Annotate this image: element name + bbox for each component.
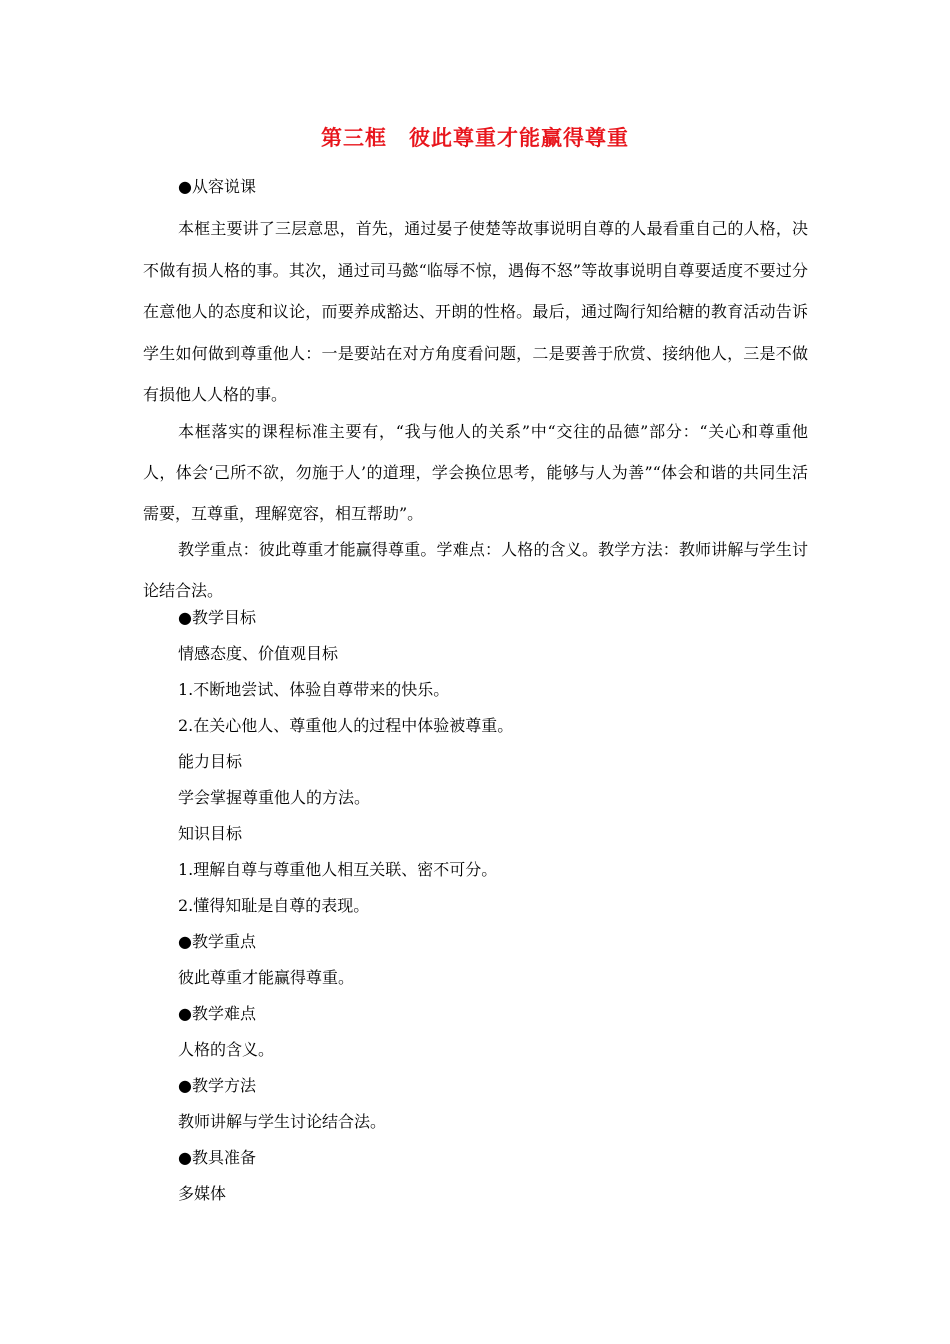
emotion-item-1: 1.不断地尝试、体验自尊带来的快乐。 [178,680,450,699]
paragraph-3: 教学重点：彼此尊重才能赢得尊重。学难点：人格的含义。教学方法：教师讲解与学生讨论结合法。 [143,540,808,600]
key-point-text: 彼此尊重才能赢得尊重。 [178,968,355,987]
paragraph-2-container [143,411,808,534]
page-title: 第三框 彼此尊重才能赢得尊重 [321,126,629,150]
section-heading-tools: ●教具准备 [178,1148,256,1167]
emotion-item-2: 2.在关心他人、尊重他人的过程中体验被尊重。 [178,716,514,735]
tools-text: 多媒体 [178,1184,227,1203]
paragraph-3-container [143,529,808,611]
knowledge-item-1: 1.理解自尊与尊重他人相互关联、密不可分。 [178,860,498,879]
section-heading-method: ●教学方法 [178,1076,256,1095]
paragraph-1: 本框主要讲了三层意思，首先，通过晏子使楚等故事说明自尊的人最看重自己的人格，决不做有损人格的事。其次，通过司马懿“临辱不惊，遇侮不怒”等故事说明自尊要适度不要过分在意他人的态度和议论，而要养成豁达、开朗的性格。最后，通过陶行知给糖的教育活动告诉学生如何做到尊重他人：一是要站在对方角度看问题，二是要善于欣赏、接纳他人，三是不做有损他人人格的事。 [143,219,808,404]
section-heading-key: ●教学重点 [178,932,256,951]
section-heading-goals: ●教学目标 [178,608,256,627]
method-text: 教师讲解与学生讨论结合法。 [178,1112,387,1131]
difficult-point-text: 人格的含义。 [178,1040,275,1059]
subheading-emotion: 情感态度、价值观目标 [178,644,339,663]
ability-item-1: 学会掌握尊重他人的方法。 [178,788,371,807]
paragraph-2: 本框落实的课程标准主要有，“我与他人的关系”中“交往的品德”部分：“关心和尊重他人，体会‘己所不欲，勿施于人’的道理，学会换位思考，能够与人为善”“体会和谐的共同生活需要，互尊重，理解宽容，相互帮助”。 [143,422,808,523]
subheading-knowledge: 知识目标 [178,824,243,843]
section-heading-difficult: ●教学难点 [178,1004,256,1023]
knowledge-item-2: 2.懂得知耻是自尊的表现。 [178,896,370,915]
subheading-ability: 能力目标 [178,752,243,771]
section-heading-intro: ●从容说课 [178,177,256,196]
paragraph-1-container [143,208,808,416]
